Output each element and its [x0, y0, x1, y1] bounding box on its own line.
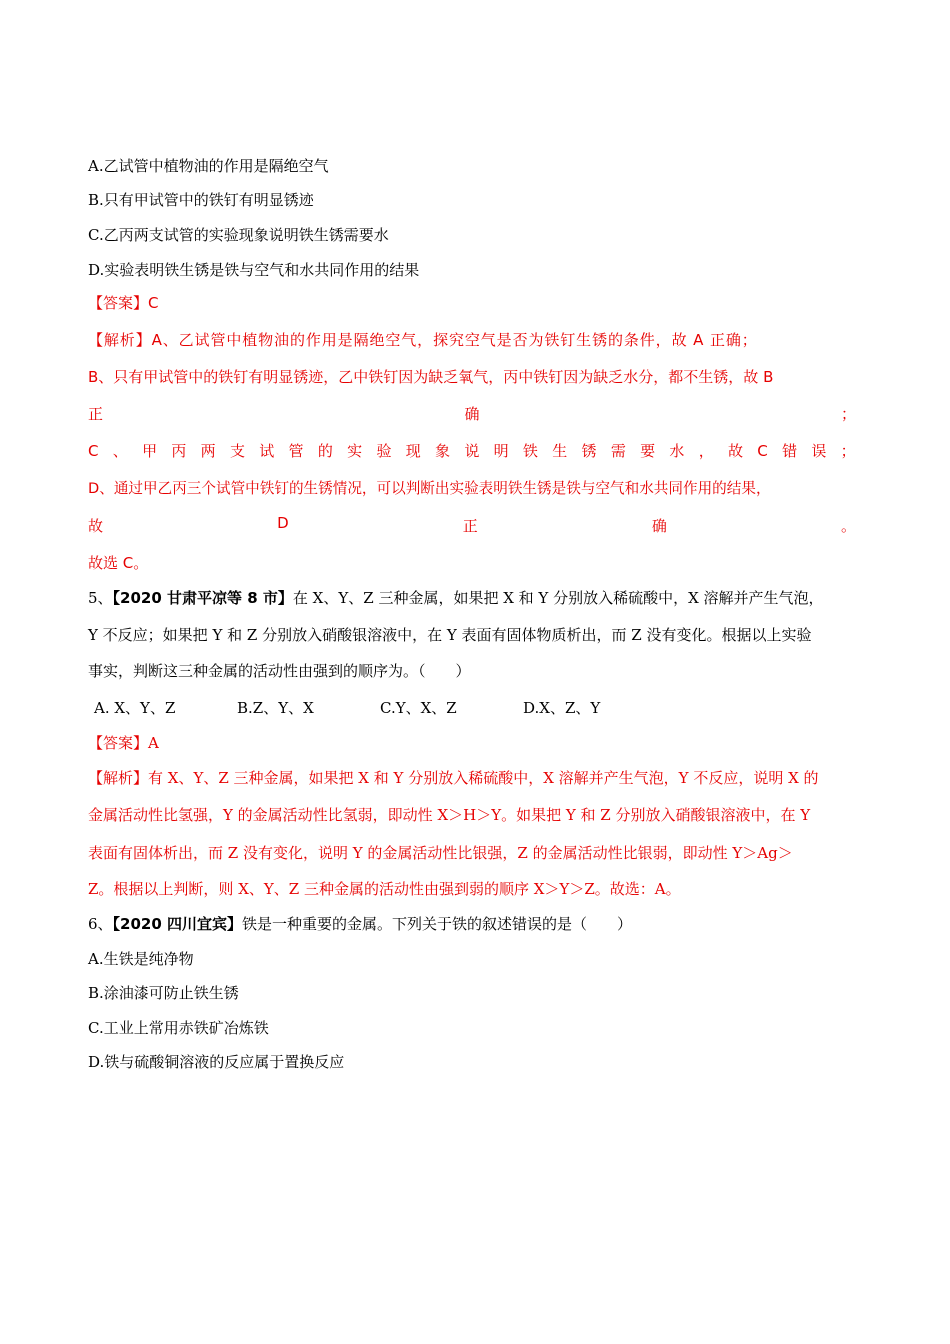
q5-option-a: A. X、Y、Z	[94, 699, 176, 717]
q4-analysis-line-7: 故选 C。	[88, 554, 149, 572]
char: 误	[811, 442, 827, 460]
char: 生	[552, 442, 568, 460]
q6-option-c: C.工业上常用赤铁矿冶炼铁	[88, 1019, 269, 1037]
q6-option-a: A.生铁是纯净物	[88, 950, 194, 968]
char: C	[88, 442, 99, 460]
q4-analysis-line-6	[88, 516, 856, 536]
char: 管	[288, 442, 304, 460]
q5-analysis-line-2: 金属活动性比氢强，Y 的金属活动性比氢弱，即动性 X＞H＞Y。如果把 Y 和 Z 分别放入硝酸银溶液中，在 Y	[88, 806, 811, 824]
char: 、	[112, 442, 128, 460]
q4-option-c: C.乙丙两支试管的实验现象说明铁生锈需要水	[88, 226, 389, 244]
char: 要	[640, 442, 656, 460]
q4-option-b: B.只有甲试管中的铁钉有明显锈迹	[88, 191, 314, 209]
char: 现	[405, 442, 421, 460]
char: 正	[88, 405, 104, 423]
q6-option-b: B.涂油漆可防止铁生锈	[88, 984, 239, 1002]
question-text: 铁是一种重要的金属。下列关于铁的叙述错误的是（ ）	[242, 915, 633, 933]
q6-option-d: D.铁与硫酸铜溶液的反应属于置换反应	[88, 1053, 345, 1071]
char: 明	[493, 442, 509, 460]
char: 确	[651, 517, 667, 535]
char: 水	[669, 442, 685, 460]
question-number: 5、	[88, 589, 113, 607]
char: 说	[464, 442, 480, 460]
char: 试	[259, 442, 275, 460]
q4-analysis-line-2: B、只有甲试管中的铁钉有明显锈迹，乙中铁钉因为缺乏氧气，丙中铁钉因为缺乏水分，都不生锈，故 B	[88, 368, 774, 386]
char: 两	[200, 442, 216, 460]
char: 支	[229, 442, 245, 460]
char: ；	[840, 405, 856, 423]
char: 验	[376, 442, 392, 460]
char: 错	[782, 442, 798, 460]
q5-option-b: B.Z、Y、X	[237, 699, 314, 717]
char: 实	[347, 442, 363, 460]
question-source: 【2020 甘肃平凉等 8 市】	[112, 589, 293, 607]
q6-stem	[88, 914, 632, 934]
q5-options	[94, 698, 600, 718]
char: ；	[840, 442, 856, 460]
q5-option-d: D.X、Z、Y	[523, 699, 601, 717]
question-source: 【2020 四川宜宾】	[112, 915, 243, 933]
char: 正	[462, 517, 478, 535]
char: 。	[840, 517, 856, 535]
q4-option-a: A.乙试管中植物油的作用是隔绝空气	[88, 157, 329, 175]
q5-stem-line-3: 事实，判断这三种金属的活动性由强到的顺序为。（ ）	[88, 662, 471, 680]
q5-stem-line-2: Y 不反应；如果把 Y 和 Z 分别放入硝酸银溶液中，在 Y 表面有固体物质析出，而 Z 没有变化。根据以上实验	[88, 626, 812, 644]
char: D	[277, 514, 289, 532]
q5-option-c: C.Y、X、Z	[380, 699, 457, 717]
char: 的	[317, 442, 333, 460]
char: 故	[728, 442, 744, 460]
question-number: 6、	[88, 915, 113, 933]
char: ，	[698, 442, 714, 460]
char: 丙	[171, 442, 187, 460]
q4-analysis-line-3	[88, 404, 856, 424]
q5-stem-line-1	[88, 588, 824, 608]
char: 故	[88, 517, 104, 535]
char: 铁	[522, 442, 538, 460]
question-text: 在 X、Y、Z 三种金属，如果把 X 和 Y 分别放入稀硫酸中，X 溶解并产生气泡，	[292, 589, 824, 607]
q4-analysis-line-5: D、通过甲乙丙三个试管中铁钉的生锈情况，可以判断出实验表明铁生锈是铁与空气和水共同作用的结果，	[88, 480, 771, 497]
q4-analysis-line-1: 【解析】A、乙试管中植物油的作用是隔绝空气，探究空气是否为铁钉生锈的条件，故 A 正确；	[88, 331, 758, 349]
char: 需	[610, 442, 626, 460]
q4-answer: 【答案】C	[88, 294, 159, 312]
q5-answer: 【答案】A	[88, 734, 159, 752]
char: 象	[435, 442, 451, 460]
char: 甲	[142, 442, 158, 460]
char: 锈	[581, 442, 597, 460]
q5-analysis-line-4: Z。根据以上判断，则 X、Y、Z 三种金属的活动性由强到弱的顺序 X＞Y＞Z。故选：A。	[88, 880, 681, 898]
q4-analysis-line-4	[88, 441, 856, 461]
char: 确	[464, 405, 480, 423]
q4-option-d: D.实验表明铁生锈是铁与空气和水共同作用的结果	[88, 261, 420, 279]
q5-analysis-line-3: 表面有固体析出，而 Z 没有变化，说明 Y 的金属活动性比银强，Z 的金属活动性比银弱，即动性 Y＞Ag＞	[88, 844, 793, 862]
char: C	[757, 442, 768, 460]
q5-analysis-line-1: 【解析】有 X、Y、Z 三种金属，如果把 X 和 Y 分别放入稀硫酸中，X 溶解并产生气泡，Y 不反应，说明 X 的	[88, 769, 819, 787]
